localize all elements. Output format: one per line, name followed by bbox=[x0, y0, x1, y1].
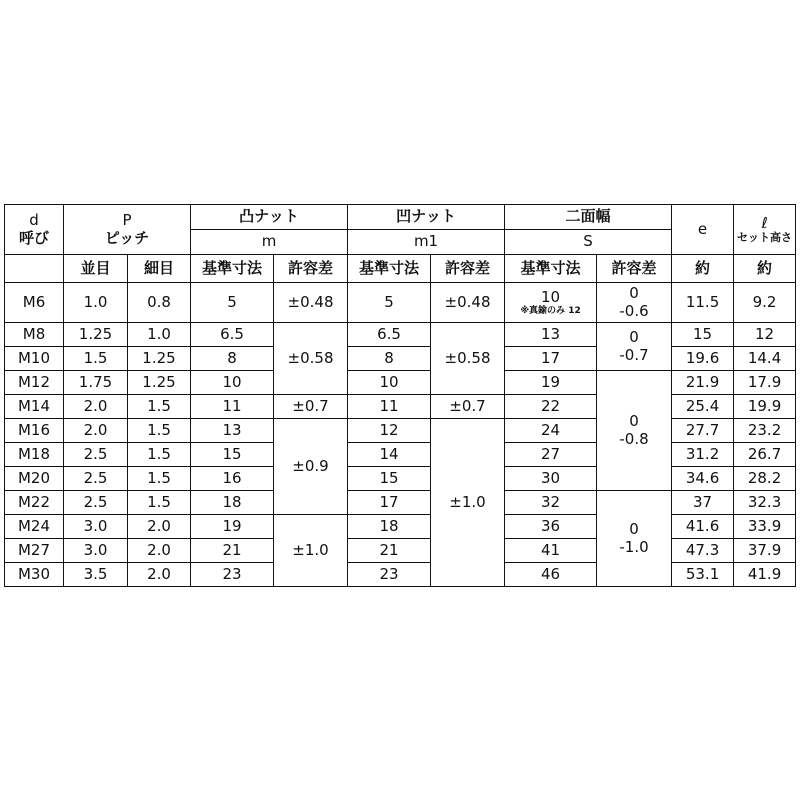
cell-e: 37 bbox=[672, 491, 734, 515]
table-row bbox=[5, 491, 796, 515]
cell-pitch-fine: 1.0 bbox=[128, 323, 191, 347]
cell-m: 15 bbox=[191, 443, 274, 467]
cell-pitch-fine: 0.8 bbox=[128, 283, 191, 323]
header-e-approx: 約 bbox=[672, 255, 734, 283]
cell-m1-tol: ±0.58 bbox=[431, 323, 505, 395]
cell-d: M14 bbox=[5, 395, 64, 419]
cell-s-tol bbox=[597, 371, 672, 491]
cell-e: 53.1 bbox=[672, 563, 734, 587]
header-set-height-symbol: ℓ bbox=[761, 213, 768, 232]
cell-pitch-fine: 2.0 bbox=[128, 539, 191, 563]
table-row bbox=[5, 395, 796, 419]
cell-pitch-coarse: 1.0 bbox=[64, 283, 128, 323]
header-m-base: 基準寸法 bbox=[191, 255, 274, 283]
cell-l: 37.9 bbox=[734, 539, 796, 563]
cell-d: M16 bbox=[5, 419, 64, 443]
cell-l: 14.4 bbox=[734, 347, 796, 371]
cell-s: 19 bbox=[505, 371, 597, 395]
cell-pitch-coarse: 3.5 bbox=[64, 563, 128, 587]
cell-d: M6 bbox=[5, 283, 64, 323]
table-row bbox=[5, 467, 796, 491]
cell-d: M27 bbox=[5, 539, 64, 563]
cell-m: 23 bbox=[191, 563, 274, 587]
cell-pitch-fine: 1.5 bbox=[128, 491, 191, 515]
cell-m1: 11 bbox=[348, 395, 431, 419]
cell-m-tol: ±0.48 bbox=[274, 283, 348, 323]
cell-pitch-fine: 1.5 bbox=[128, 443, 191, 467]
cell-m-tol: ±0.7 bbox=[274, 395, 348, 419]
cell-m: 18 bbox=[191, 491, 274, 515]
cell-l: 26.7 bbox=[734, 443, 796, 467]
cell-s: 27 bbox=[505, 443, 597, 467]
tol-upper: 0 bbox=[629, 284, 639, 303]
cell-e: 47.3 bbox=[672, 539, 734, 563]
cell-d: M10 bbox=[5, 347, 64, 371]
table-row bbox=[5, 323, 796, 347]
tol-lower: -0.7 bbox=[619, 345, 649, 364]
cell-m1: 21 bbox=[348, 539, 431, 563]
cell-pitch-fine: 1.25 bbox=[128, 371, 191, 395]
header-pitch-label: ピッチ bbox=[104, 228, 150, 247]
cell-m1: 5 bbox=[348, 283, 431, 323]
cell-e: 31.2 bbox=[672, 443, 734, 467]
cell-pitch-fine: 1.25 bbox=[128, 347, 191, 371]
header-m1-symbol: m1 bbox=[348, 230, 505, 255]
header-e: e bbox=[672, 205, 734, 255]
cell-l: 12 bbox=[734, 323, 796, 347]
cell-pitch-coarse: 3.0 bbox=[64, 515, 128, 539]
header-set-height-label: セット高さ bbox=[737, 230, 793, 244]
cell-m1-tol: ±0.48 bbox=[431, 283, 505, 323]
cell-d: M24 bbox=[5, 515, 64, 539]
table-row bbox=[5, 283, 796, 323]
header-l-approx: 約 bbox=[734, 255, 796, 283]
header-m-tol: 許容差 bbox=[274, 255, 348, 283]
cell-s: 24 bbox=[505, 419, 597, 443]
header-d-symbol: d bbox=[29, 211, 39, 230]
cell-l: 23.2 bbox=[734, 419, 796, 443]
header-m-symbol: m bbox=[191, 230, 348, 255]
cell-s: 22 bbox=[505, 395, 597, 419]
cell-m: 8 bbox=[191, 347, 274, 371]
cell-m: 10 bbox=[191, 371, 274, 395]
tol-lower: -0.6 bbox=[619, 301, 649, 320]
cell-pitch-fine: 2.0 bbox=[128, 563, 191, 587]
cell-pitch-coarse: 1.25 bbox=[64, 323, 128, 347]
cell-e: 19.6 bbox=[672, 347, 734, 371]
tol-upper: 0 bbox=[629, 520, 639, 539]
cell-m1: 15 bbox=[348, 467, 431, 491]
header-m1-base: 基準寸法 bbox=[348, 255, 431, 283]
cell-m1: 12 bbox=[348, 419, 431, 443]
cell-m-tol: ±0.58 bbox=[274, 323, 348, 395]
cell-m1: 8 bbox=[348, 347, 431, 371]
cell-pitch-coarse: 2.5 bbox=[64, 467, 128, 491]
cell-s-value: 10 bbox=[540, 287, 561, 306]
cell-pitch-fine: 2.0 bbox=[128, 515, 191, 539]
cell-s: 13 bbox=[505, 323, 597, 347]
cell-d: M12 bbox=[5, 371, 64, 395]
cell-d: M22 bbox=[5, 491, 64, 515]
cell-s-tol bbox=[597, 283, 672, 323]
cell-l: 32.3 bbox=[734, 491, 796, 515]
cell-l: 17.9 bbox=[734, 371, 796, 395]
table-row bbox=[5, 347, 796, 371]
table-row bbox=[5, 563, 796, 587]
cell-m1: 18 bbox=[348, 515, 431, 539]
cell-s: 17 bbox=[505, 347, 597, 371]
cell-l: 9.2 bbox=[734, 283, 796, 323]
cell-m1: 14 bbox=[348, 443, 431, 467]
header-m1-tol: 許容差 bbox=[431, 255, 505, 283]
cell-pitch-coarse: 1.5 bbox=[64, 347, 128, 371]
cell-m: 6.5 bbox=[191, 323, 274, 347]
cell-d: M20 bbox=[5, 467, 64, 491]
header-s-symbol: S bbox=[505, 230, 672, 255]
cell-s: 30 bbox=[505, 467, 597, 491]
table-row bbox=[5, 371, 796, 395]
cell-m: 5 bbox=[191, 283, 274, 323]
cell-m1: 17 bbox=[348, 491, 431, 515]
table-row bbox=[5, 419, 796, 443]
header-concave-nut: 凹ナット bbox=[348, 205, 505, 230]
cell-e: 34.6 bbox=[672, 467, 734, 491]
cell-s: 36 bbox=[505, 515, 597, 539]
cell-m1-tol: ±1.0 bbox=[431, 419, 505, 587]
cell-e: 11.5 bbox=[672, 283, 734, 323]
cell-pitch-coarse: 2.5 bbox=[64, 491, 128, 515]
cell-s-tol bbox=[597, 323, 672, 371]
cell-s: 41 bbox=[505, 539, 597, 563]
cell-m: 21 bbox=[191, 539, 274, 563]
cell-pitch-fine: 1.5 bbox=[128, 467, 191, 491]
header-d bbox=[5, 205, 64, 255]
cell-m1: 6.5 bbox=[348, 323, 431, 347]
cell-e: 15 bbox=[672, 323, 734, 347]
cell-m: 19 bbox=[191, 515, 274, 539]
cell-m-tol: ±1.0 bbox=[274, 515, 348, 587]
nut-spec-table bbox=[4, 204, 796, 587]
cell-m-tol: ±0.9 bbox=[274, 419, 348, 515]
cell-l: 33.9 bbox=[734, 515, 796, 539]
header-blank bbox=[5, 255, 64, 283]
cell-d: M30 bbox=[5, 563, 64, 587]
header-width-across-flats: 二面幅 bbox=[505, 205, 672, 230]
tol-lower: -1.0 bbox=[619, 537, 649, 556]
header-pitch-symbol: P bbox=[122, 211, 132, 230]
cell-s-note: ※真鍮のみ 12 bbox=[520, 305, 581, 316]
header-fine: 細目 bbox=[128, 255, 191, 283]
table-row bbox=[5, 539, 796, 563]
header-convex-nut: 凸ナット bbox=[191, 205, 348, 230]
cell-m: 11 bbox=[191, 395, 274, 419]
tol-lower: -0.8 bbox=[619, 429, 649, 448]
cell-m1-tol: ±0.7 bbox=[431, 395, 505, 419]
cell-e: 21.9 bbox=[672, 371, 734, 395]
cell-pitch-coarse: 2.0 bbox=[64, 395, 128, 419]
cell-e: 41.6 bbox=[672, 515, 734, 539]
cell-l: 19.9 bbox=[734, 395, 796, 419]
cell-e: 25.4 bbox=[672, 395, 734, 419]
header-coarse: 並目 bbox=[64, 255, 128, 283]
header-set-height bbox=[734, 205, 796, 255]
header-s-base: 基準寸法 bbox=[505, 255, 597, 283]
cell-m1: 23 bbox=[348, 563, 431, 587]
header-d-label: 呼び bbox=[18, 228, 49, 247]
cell-d: M18 bbox=[5, 443, 64, 467]
cell-pitch-coarse: 1.75 bbox=[64, 371, 128, 395]
cell-s-tol bbox=[597, 491, 672, 587]
cell-l: 28.2 bbox=[734, 467, 796, 491]
cell-pitch-coarse: 2.0 bbox=[64, 419, 128, 443]
tol-upper: 0 bbox=[629, 412, 639, 431]
tol-upper: 0 bbox=[629, 328, 639, 347]
cell-pitch-fine: 1.5 bbox=[128, 419, 191, 443]
header-pitch bbox=[64, 205, 191, 255]
table-row bbox=[5, 443, 796, 467]
cell-e: 27.7 bbox=[672, 419, 734, 443]
cell-m: 13 bbox=[191, 419, 274, 443]
cell-m: 16 bbox=[191, 467, 274, 491]
cell-pitch-coarse: 3.0 bbox=[64, 539, 128, 563]
cell-pitch-coarse: 2.5 bbox=[64, 443, 128, 467]
cell-s: 46 bbox=[505, 563, 597, 587]
header-s-tol: 許容差 bbox=[597, 255, 672, 283]
cell-l: 41.9 bbox=[734, 563, 796, 587]
cell-s bbox=[505, 283, 597, 323]
table-row bbox=[5, 515, 796, 539]
cell-pitch-fine: 1.5 bbox=[128, 395, 191, 419]
cell-s: 32 bbox=[505, 491, 597, 515]
cell-d: M8 bbox=[5, 323, 64, 347]
cell-m1: 10 bbox=[348, 371, 431, 395]
